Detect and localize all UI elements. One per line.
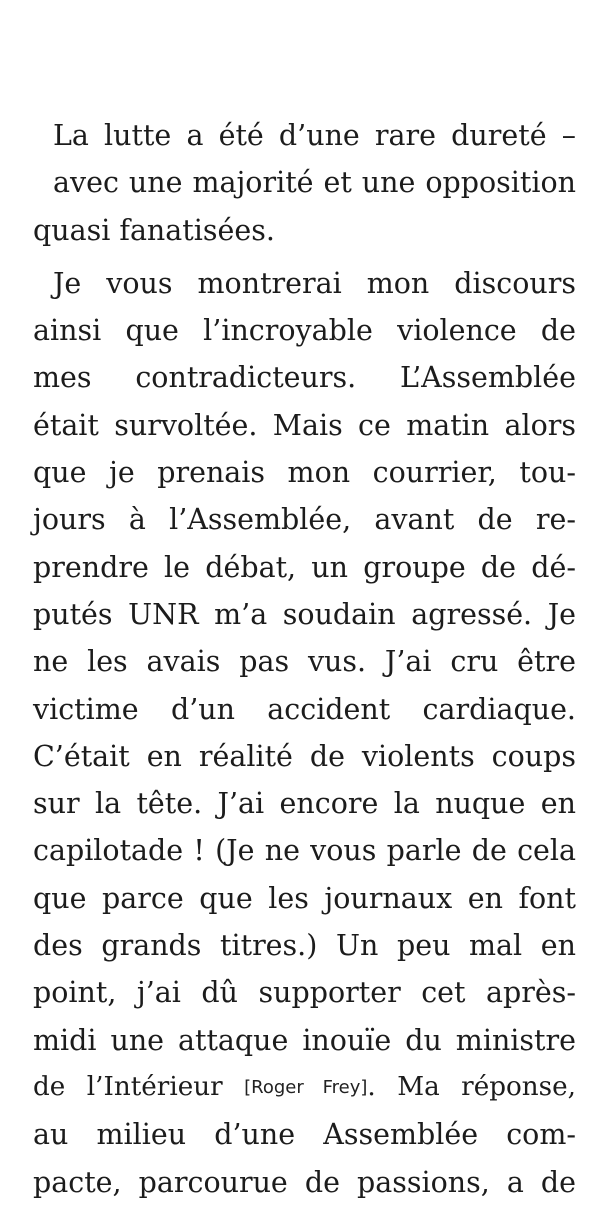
text-line: des grands titres.) Un peu mal en	[33, 929, 576, 963]
text-line: midi une attaque inouïe du ministre	[33, 1023, 576, 1057]
editorial-note: [Roger Frey]	[244, 1076, 368, 1098]
text-line: point, j’ai dû supporter cet après-	[33, 976, 576, 1010]
text-line: putés UNR m’a soudain agressé. Je	[33, 597, 576, 631]
text-line: ainsi que l’incroyable violence de	[33, 314, 576, 348]
text-line: au milieu d’une Assemblée com-	[33, 1118, 576, 1152]
text-line: C’était en réalité de violents coups	[33, 739, 576, 773]
text-line: victime d’un accident cardiaque.	[33, 692, 576, 726]
text-line: prendre le débat, un groupe de dé-	[33, 550, 576, 584]
text-line-with-note	[33, 1064, 576, 1111]
text-line: jours à l’Assemblée, avant de re-	[33, 503, 576, 537]
text-line: quasi fanatisées.	[33, 213, 275, 247]
text-line: La lutte a été d’une rare dureté –	[53, 119, 576, 152]
text-line: avec une majorité et une opposition	[53, 166, 576, 200]
text-line: mes contradicteurs. L’Assemblée	[33, 361, 576, 395]
text-line: sur la tête. J’ai encore la nuque en	[33, 787, 576, 821]
text-line: était survoltée. Mais ce matin alors	[33, 408, 576, 442]
text-line: pacte, parcourue de passions, a de	[33, 1165, 576, 1199]
text-line: que je prenais mon courrier, tou-	[33, 456, 576, 490]
text-line: capilotade ! (Je ne vous parle de cela	[33, 834, 576, 868]
text-segment: . Ma réponse,	[367, 1071, 576, 1102]
book-page	[33, 112, 576, 1206]
text-segment: de l’Intérieur	[33, 1071, 223, 1102]
text-line: Je vous montrerai mon discours	[53, 266, 576, 300]
paragraph-2	[33, 260, 576, 1206]
paragraph-1	[33, 112, 576, 254]
text-line: que parce que les journaux en font	[33, 881, 576, 915]
text-line: ne les avais pas vus. J’ai cru être	[33, 645, 576, 679]
